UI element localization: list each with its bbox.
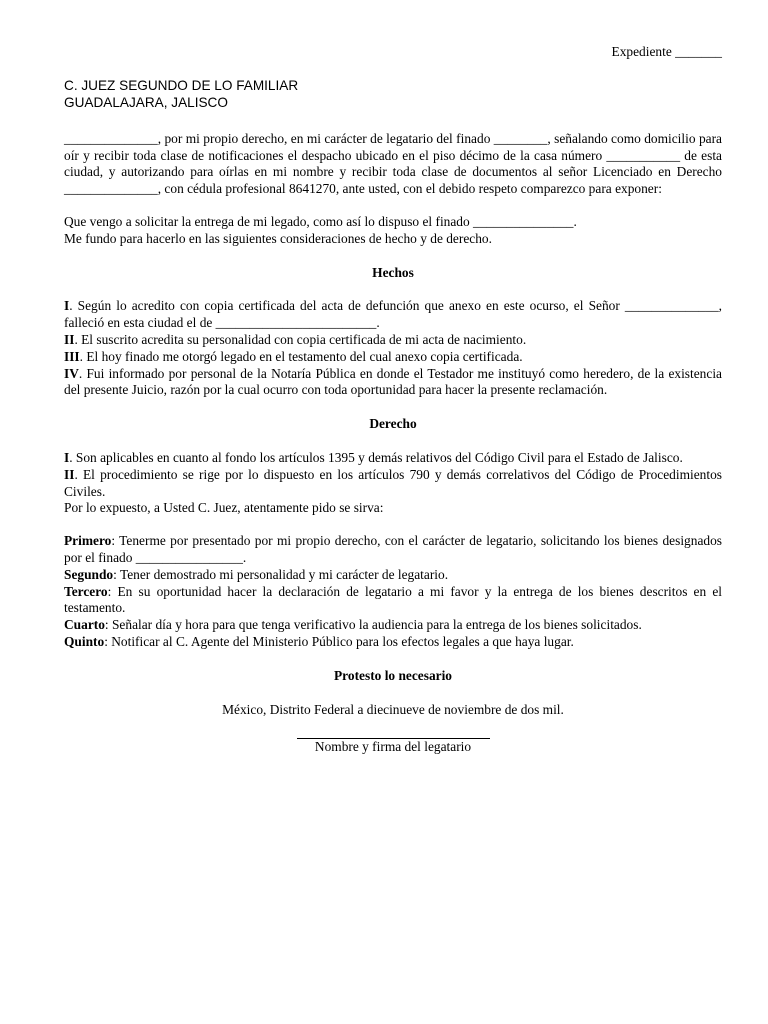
addressee-block xyxy=(64,77,722,111)
petition-label: Primero xyxy=(64,533,112,549)
item-text: . Son aplicables en cuanto al fondo los artículos 1395 y demás relativos del Código Civil para el Estado de Jalisco. xyxy=(69,449,683,465)
item-number: II xyxy=(64,466,75,482)
hechos-item xyxy=(64,349,722,366)
document-page xyxy=(64,44,722,756)
petition-text: : En su oportunidad hacer la declaración de legatario a mi favor y la entrega de los bienes descritos en el testamento. xyxy=(64,583,722,616)
petition-item xyxy=(64,584,722,618)
petition-label: Quinto xyxy=(64,633,105,649)
hechos-item xyxy=(64,366,722,400)
petition-item xyxy=(64,617,722,634)
hechos-heading: Hechos xyxy=(372,264,414,280)
petition-item xyxy=(64,567,722,584)
derecho-heading: Derecho xyxy=(369,416,417,432)
item-text: . El procedimiento se rige por lo dispuesto en los artículos 790 y demás correlativos del Código de Procedimientos Civiles. xyxy=(64,466,722,499)
petition-label: Cuarto xyxy=(64,617,105,633)
item-text: . Fui informado por personal de la Notaría Pública en donde el Testador me instituyó como heredero, de la existencia del presente Juicio, razón por la cual ocurro con toda oportunidad para hacer la presente reclamación. xyxy=(64,365,722,398)
petition-item xyxy=(64,533,722,567)
signature-block xyxy=(64,738,722,756)
addressee-judge: C. JUEZ SEGUNDO DE LO FAMILIAR xyxy=(64,77,299,93)
request-line: Que vengo a solicitar la entrega de mi legado, como así lo dispuso el finado _______________. xyxy=(64,213,577,229)
item-text: . Según lo acredito con copia certificada del acta de defunción que anexo en este ocurso, el Señor ______________, falleció en esta ciudad el de ________________________. xyxy=(64,298,722,331)
petition-text: : Señalar día y hora para que tenga verificativo la audiencia para la entrega de los bienes solicitados. xyxy=(104,617,642,633)
petition-item xyxy=(64,634,722,651)
place-date: México, Distrito Federal a diecinueve de noviembre de dos mil. xyxy=(222,701,564,717)
item-number: I xyxy=(64,449,70,465)
derecho-list xyxy=(64,450,722,517)
petition-label: Segundo xyxy=(64,566,114,582)
hechos-list xyxy=(64,298,722,399)
intro-paragraph: ______________, por mi propio derecho, en mi carácter de legatario del finado ________, señalando como domicilio para oír y recibir toda clase de notificaciones el despacho ubicado en el piso décimo de la casa número ___________ de esta ciudad, y autorizando para oírlas en mi nombre y recibir toda clase de documentos al señor Licenciado en Derecho ______________, con cédula profesional 8641270, ante usted, con el debido respeto comparezco para exponer: xyxy=(64,130,722,197)
item-text: . El suscrito acredita su personalidad con copia certificada de mi acta de nacimiento. xyxy=(74,331,527,347)
item-number: IV xyxy=(64,365,79,381)
derecho-closing: Por lo expuesto, a Usted C. Juez, atentamente pido se sirva: xyxy=(64,500,384,516)
hechos-item xyxy=(64,298,722,332)
item-number: III xyxy=(64,348,80,364)
signature-label: Nombre y firma del legatario xyxy=(314,739,472,755)
petitions-list xyxy=(64,533,722,651)
derecho-item xyxy=(64,467,722,501)
derecho-item xyxy=(64,450,722,467)
protesto-heading: Protesto lo necesario xyxy=(334,667,452,683)
petition-text: : Tener demostrado mi personalidad y mi carácter de legatario. xyxy=(113,566,449,582)
grounds-line: Me fundo para hacerlo en las siguientes consideraciones de hecho y de derecho. xyxy=(64,230,492,246)
item-number: I xyxy=(64,298,70,314)
petition-label: Tercero xyxy=(64,583,108,599)
expediente-label: Expediente _______ xyxy=(611,44,722,59)
request-block xyxy=(64,214,722,248)
item-number: II xyxy=(64,331,75,347)
addressee-city: GUADALAJARA, JALISCO xyxy=(64,94,228,110)
petition-text: : Tenerme por presentado por mi propio derecho, con el carácter de legatario, solicitando los bienes designados por el finado ________________. xyxy=(64,533,722,565)
petition-text: : Notificar al C. Agente del Ministerio Público para los efectos legales a que haya lugar. xyxy=(104,633,574,649)
hechos-item xyxy=(64,332,722,349)
item-text: . El hoy finado me otorgó legado en el testamento del cual anexo copia certificada. xyxy=(79,348,523,364)
